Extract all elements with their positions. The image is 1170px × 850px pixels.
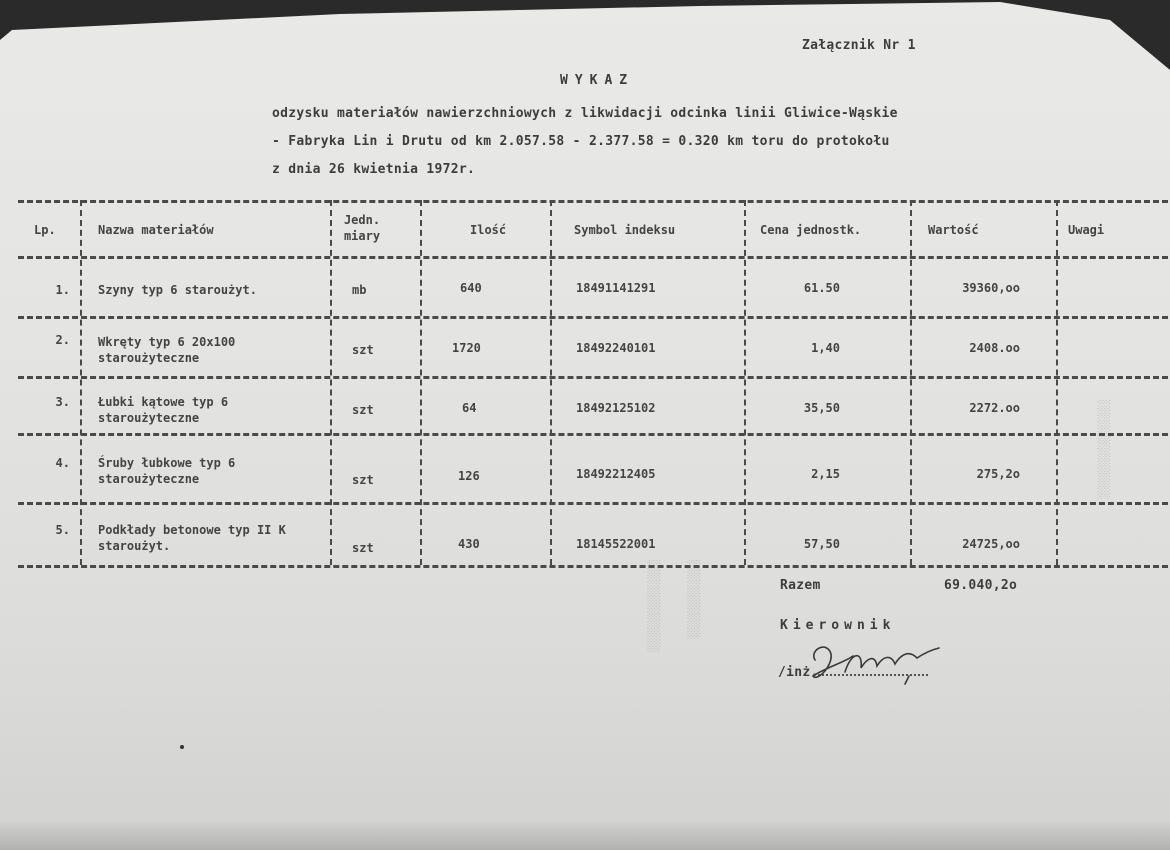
paper-edge-shadow [0, 820, 1170, 850]
row-unit: szt [352, 403, 374, 417]
row-material-name: staroużyt. [98, 539, 171, 553]
row-symbol: 18492240101 [576, 341, 656, 355]
row-quantity: 64 [462, 401, 477, 415]
row-material-name: staroużyteczne [98, 411, 200, 425]
row-lp: 2. [55, 333, 70, 347]
row-quantity: 1720 [452, 341, 481, 355]
column-header-lp: Lp. [34, 223, 56, 237]
row-lp: 5. [55, 523, 70, 537]
row-price: 2,15 [811, 467, 840, 481]
row-material-name: Szyny typ 6 staroużyt. [98, 283, 257, 297]
attachment-label: Załącznik Nr 1 [802, 38, 916, 53]
inspector-title: Kierownik [780, 618, 896, 633]
column-header-value: Wartość [928, 223, 979, 237]
bleed-through-text: ░░░░░░░░░░░░░░░ [1097, 400, 1110, 500]
row-price: 57,50 [803, 537, 840, 551]
row-value: 2408.oo [969, 341, 1020, 355]
row-unit: mb [352, 283, 367, 297]
row-symbol: 18492125102 [576, 401, 656, 415]
row-lp: 1. [55, 283, 70, 297]
row-price: 1,40 [811, 341, 840, 355]
inspector-prefix: /inż. [778, 665, 819, 680]
column-header-notes: Uwagi [1068, 223, 1105, 237]
row-value: 275,2o [976, 467, 1020, 481]
column-header-name: Nazwa materiałów [98, 223, 214, 237]
column-header-symbol: Symbol indeksu [574, 223, 676, 237]
row-price: 35,50 [803, 401, 840, 415]
row-quantity: 126 [458, 469, 480, 483]
row-unit: szt [352, 473, 374, 487]
row-material-name: Podkłady betonowe typ II K [98, 523, 286, 537]
row-material-name: staroużyteczne [98, 472, 200, 486]
row-value: 2272.oo [969, 401, 1020, 415]
total-label: Razem [780, 578, 821, 593]
bleed-through-text: ░░░░░░░░░░░░░░ [647, 560, 660, 653]
row-price: 61.50 [803, 281, 840, 295]
row-quantity: 640 [460, 281, 482, 295]
description-line: odzysku materiałów nawierzchniowych z likwidacji odcinka linii Gliwice-Wąskie [272, 106, 898, 121]
handwritten-signature [805, 632, 945, 692]
column-header-unit: Jedn. miary [343, 213, 381, 243]
row-material-name: Śruby łubkowe typ 6 [98, 456, 236, 470]
row-unit: szt [352, 343, 374, 357]
total-value: 69.040,2o [944, 578, 1018, 593]
row-quantity: 430 [458, 537, 480, 551]
ink-speck [180, 745, 184, 749]
bleed-through-text: ░░░░░░░░░░░░ [687, 560, 700, 640]
column-header-price: Cena jednostk. [760, 223, 862, 237]
document-title: WYKAZ [560, 73, 635, 88]
row-lp: 3. [55, 395, 70, 409]
description-line: - Fabryka Lin i Drutu od km 2.057.58 - 2.377.58 = 0.320 km toru do protokołu [272, 134, 890, 149]
column-header-quantity: Ilość [470, 223, 507, 237]
row-symbol: 18491141291 [576, 281, 656, 295]
row-lp: 4. [55, 456, 70, 470]
row-value: 24725,oo [962, 537, 1020, 551]
row-symbol: 18492212405 [576, 467, 656, 481]
row-symbol: 18145522001 [576, 537, 656, 551]
row-value: 39360,oo [962, 281, 1020, 295]
row-material-name: Wkręty typ 6 20x100 [98, 335, 236, 349]
row-material-name: staroużyteczne [98, 351, 200, 365]
row-unit: szt [352, 541, 374, 555]
row-material-name: Łubki kątowe typ 6 [98, 395, 229, 409]
description-line: z dnia 26 kwietnia 1972r. [272, 162, 476, 177]
